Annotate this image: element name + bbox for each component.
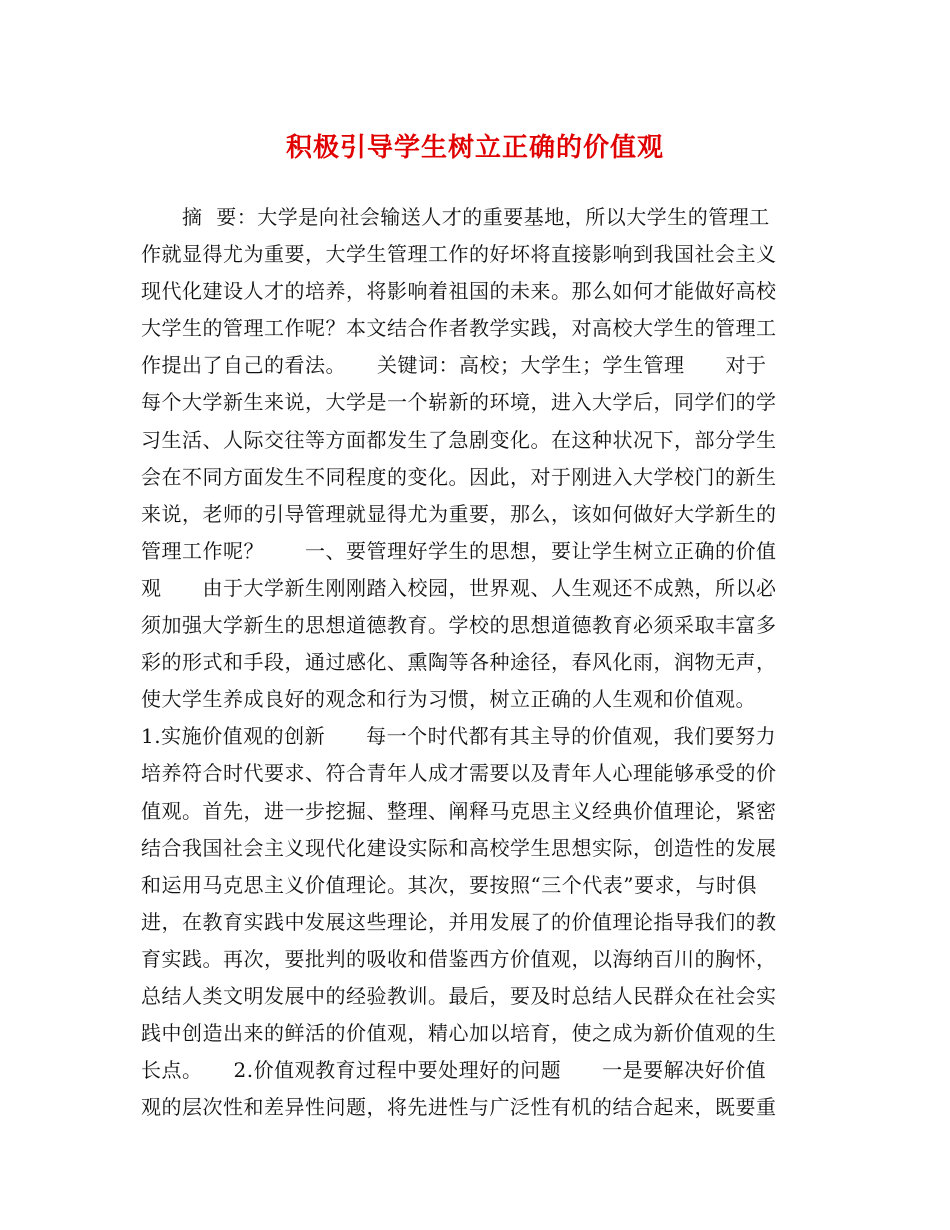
- document-body: [141, 199, 813, 1126]
- document-title: 积极引导学生树立正确的价值观: [285, 133, 664, 163]
- body-line: 习生活、人际交往等方面都发生了急剧变化。在这种状况下，部分学生: [141, 427, 777, 452]
- body-line: 总结人类文明发展中的经验教训。最后，要及时总结人民群众在社会实: [141, 983, 777, 1008]
- body-line: 来说，老师的引导管理就显得尤为重要，那么，该如何做好大学新生的: [141, 501, 777, 526]
- body-line: 彩的形式和手段，通过感化、熏陶等各种途径，春风化雨，润物无声，: [141, 650, 777, 675]
- body-line: 结合我国社会主义现代化建设实际和高校学生思想实际，创造性的发展: [141, 835, 777, 860]
- body-line: 长点。 2.价值观教育过程中要处理好的问题 一是要解决好价值: [141, 1058, 767, 1083]
- body-line: 作提出了自己的看法。 关键词：高校；大学生；学生管理 对于: [141, 353, 767, 378]
- body-line: 和运用马克思主义价值理论。其次，要按照“三个代表”要求，与时俱: [141, 872, 757, 897]
- body-line: 观 由于大学新生刚刚踏入校园，世界观、人生观还不成熟，所以必: [141, 575, 777, 600]
- body-line: 值观。首先，进一步挖掘、整理、阐释马克思主义经典价值理论，紧密: [141, 798, 777, 823]
- body-line: 观的层次性和差异性问题，将先进性与广泛性有机的结合起来，既要重: [141, 1095, 777, 1120]
- body-line: 1.实施价值观的创新 每一个时代都有其主导的价值观，我们要努力: [141, 724, 777, 749]
- body-line: 会在不同方面发生不同程度的变化。因此，对于刚进入大学校门的新生: [141, 464, 777, 489]
- body-line: 须加强大学新生的思想道德教育。学校的思想道德教育必须采取丰富多: [141, 613, 777, 638]
- body-line: 现代化建设人才的培养，将影响着祖国的未来。那么如何才能做好高校: [141, 279, 777, 304]
- body-line: 管理工作呢？ 一、要管理好学生的思想，要让学生树立正确的价值: [141, 538, 777, 563]
- body-line: 使大学生养成良好的观念和行为习惯，树立正确的人生观和价值观。: [141, 687, 756, 712]
- body-line: 摘 要：大学是向社会输送人才的重要基地，所以大学生的管理工: [141, 205, 770, 229]
- body-line: 践中创造出来的鲜活的价值观，精心加以培育，使之成为新价值观的生: [141, 1021, 777, 1046]
- body-line: 大学生的管理工作呢？本文结合作者教学实践，对高校大学生的管理工: [141, 316, 777, 341]
- body-line: 培养符合时代要求、符合青年人成才需要以及青年人心理能够承受的价: [141, 761, 777, 786]
- body-line: 进，在教育实践中发展这些理论，并用发展了的价值理论指导我们的教: [141, 909, 777, 934]
- body-line: 作就显得尤为重要，大学生管理工作的好坏将直接影响到我国社会主义: [141, 242, 777, 267]
- body-line: 每个大学新生来说，大学是一个崭新的环境，进入大学后，同学们的学: [141, 390, 777, 415]
- body-line: 育实践。再次，要批判的吸收和借鉴西方价值观，以海纳百川的胸怀，: [141, 946, 777, 971]
